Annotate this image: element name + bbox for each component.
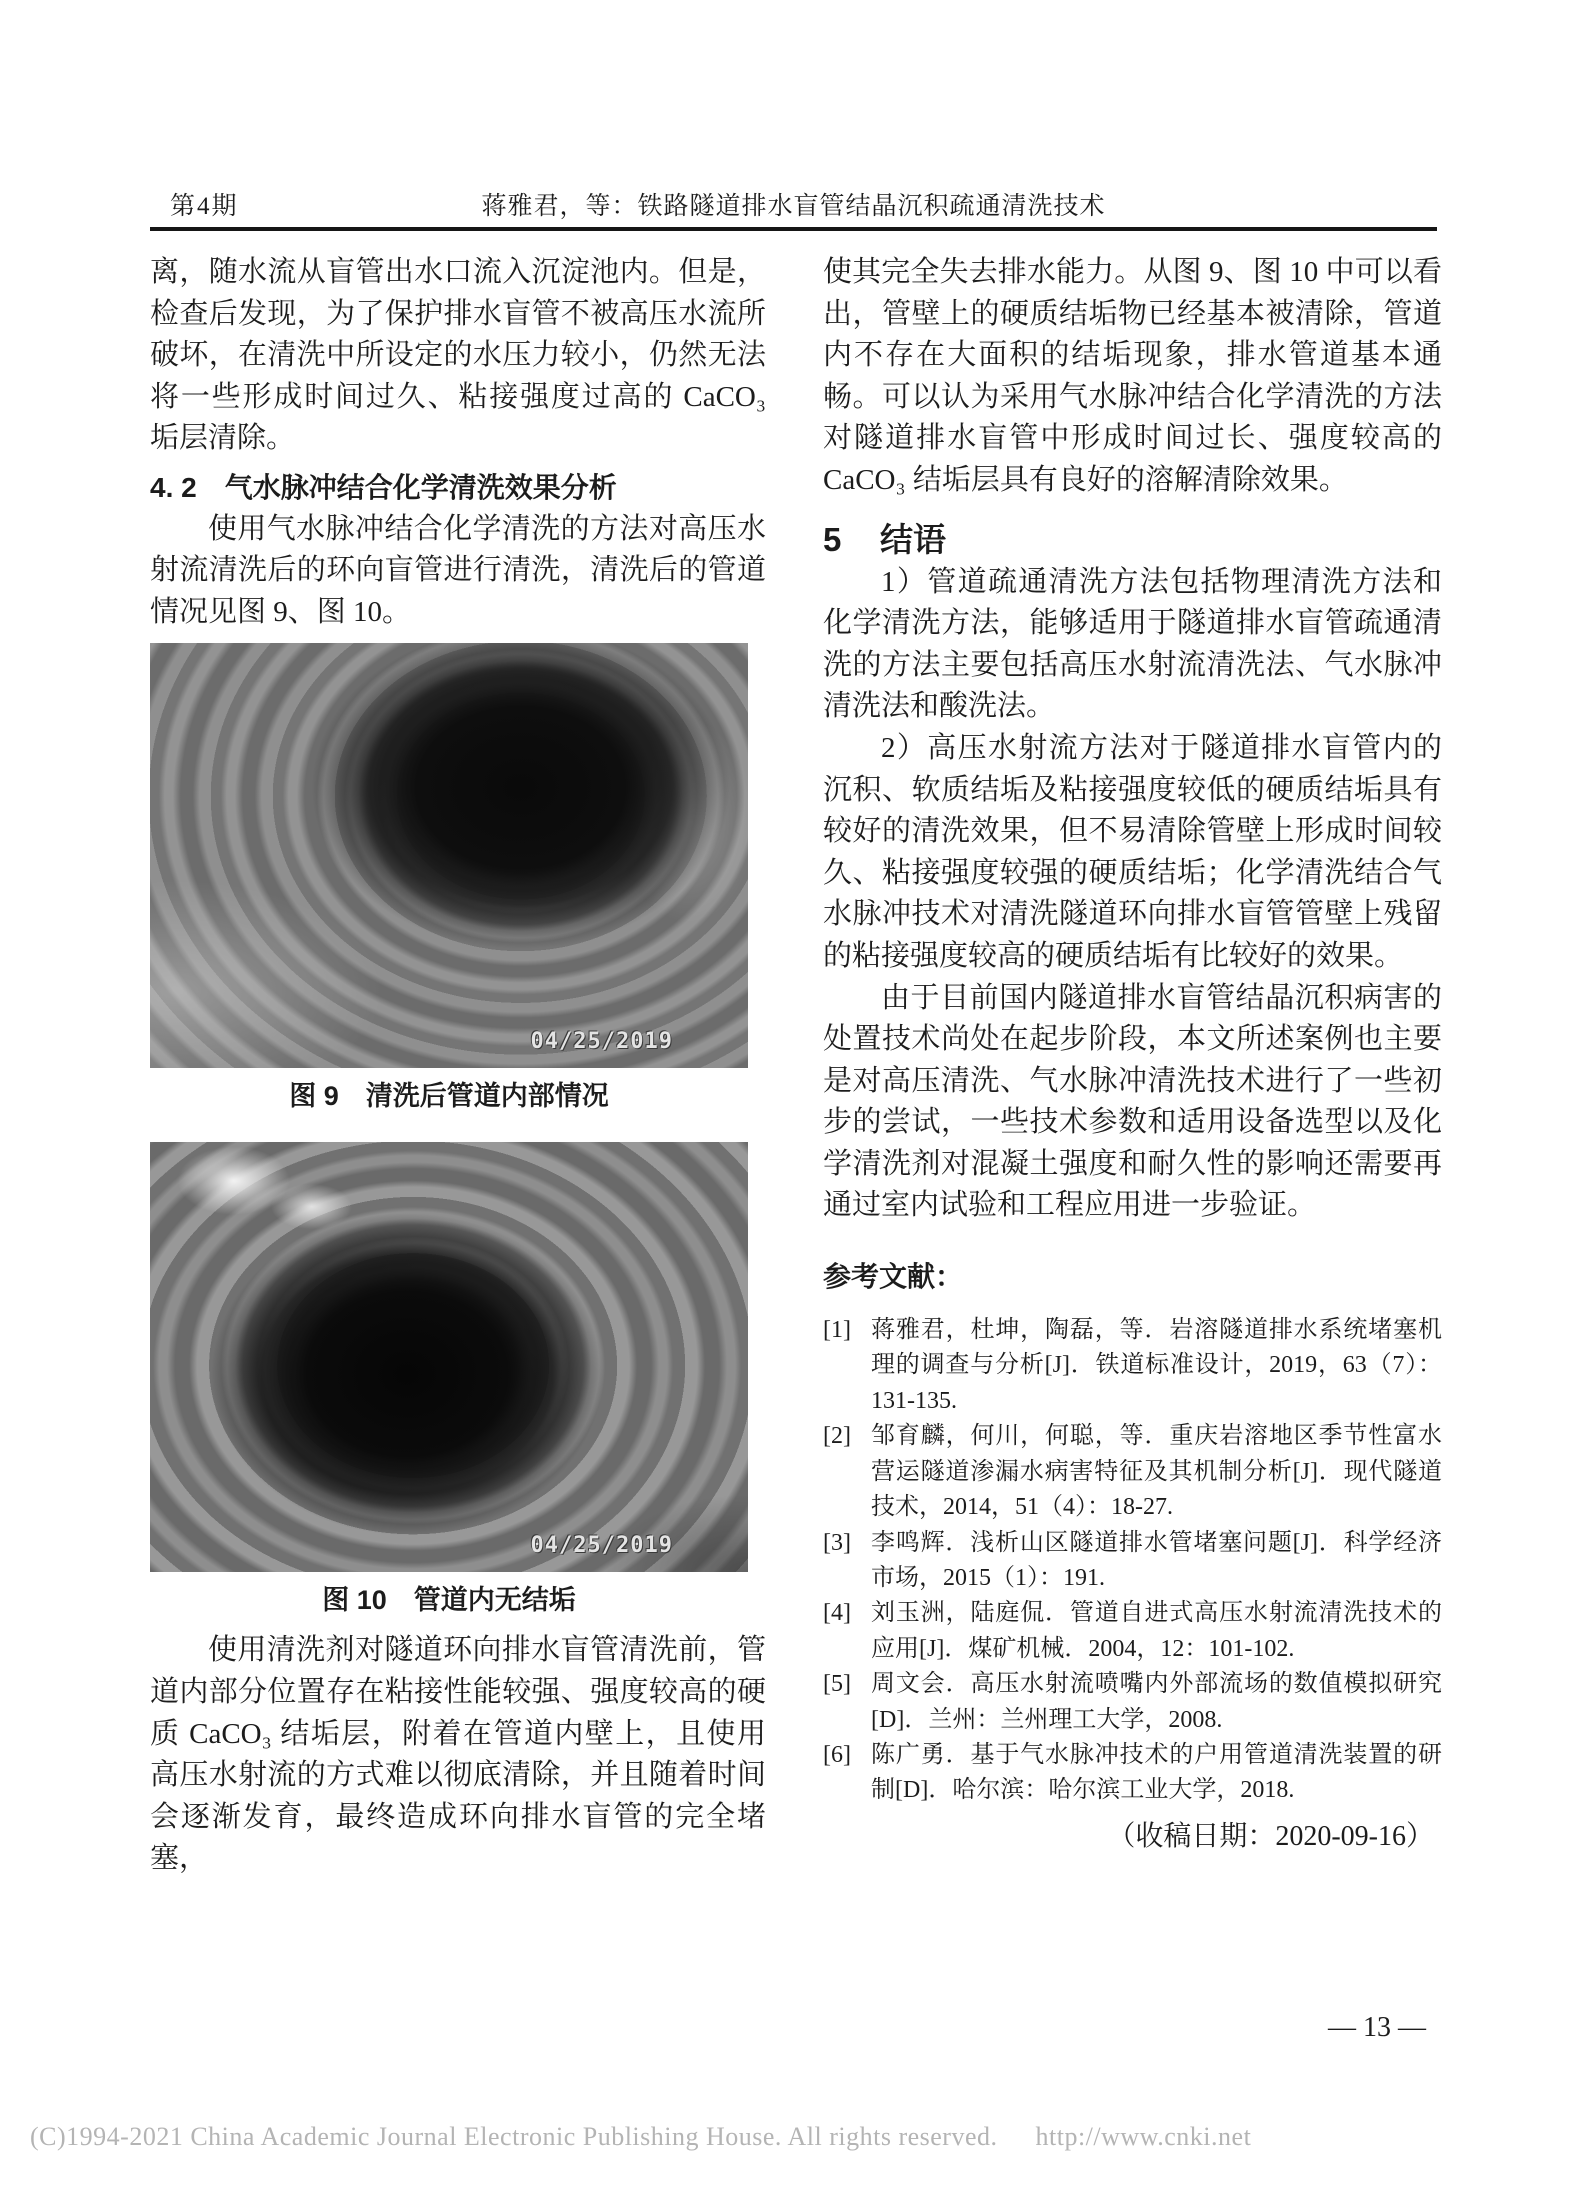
reference-number: [6] [823, 1741, 851, 1768]
figure-10-caption: 图 10 管道内无结垢 [322, 1585, 576, 1616]
paragraph-conclusion-3: 由于目前国内隧道排水盲管结晶沉积病害的处置技术尚处在起步阶段，本文所述案例也主要是对高压清洗、气水脉冲清洗技术进行了一些初步的尝试，一些技术参数和适用设备选型以及化学清洗剂对混凝土强度和耐久性的影响还需要再通过室内试验和工程应用进一步验证。 [823, 981, 1442, 1222]
issue-label: 第4期 [170, 193, 239, 220]
figure-10-timestamp: 04/25/2019 [530, 1532, 673, 1558]
figure-10-pipe-photo [150, 1142, 748, 1572]
section-number: 5 [823, 520, 842, 558]
right-column [823, 252, 1442, 1857]
figure-9-timestamp: 04/25/2019 [530, 1028, 673, 1054]
reference-text: 刘玉洲，陆庭侃．管道自进式高压水射流清洗技术的应用[J]．煤矿机械．2004，12：101-102. [871, 1600, 1442, 1662]
left-column [150, 252, 766, 1880]
received-date: （收稿日期：2020-09-16） [1107, 1820, 1434, 1852]
paragraph-method: 使用气水脉冲结合化学清洗的方法对高压水射流清洗后的环向盲管进行清洗，清洗后的管道情况见图 9、图 10。 [150, 512, 766, 628]
figure-9-pipe-photo [150, 643, 748, 1068]
figure-9-caption: 图 9 清洗后管道内部情况 [289, 1081, 609, 1112]
reference-item [823, 1419, 1442, 1525]
reference-item [823, 1526, 1442, 1597]
reference-number: [2] [823, 1423, 851, 1450]
section-heading-4-2: 4. 2 气水脉冲结合化学清洗效果分析 [150, 471, 617, 503]
references-list [823, 1313, 1442, 1809]
reference-item [823, 1667, 1442, 1738]
reference-text: 陈广勇．基于气水脉冲技术的户用管道清洗装置的研制[D]．哈尔滨：哈尔滨工业大学，2018. [871, 1741, 1442, 1804]
paragraph-before-cleaning: 使用清洗剂对隧道环向排水盲管清洗前，管道内部分位置存在粘接性能较强、强度较高的硬质 CaCO₃ 结垢层，附着在管道内壁上，且使用高压水射流的方式难以彻底清除，并且随着时间会逐渐发育，最终造成环向排水盲管的完全堵塞， [150, 1634, 766, 1875]
running-title: 蒋雅君，等：铁路隧道排水盲管结晶沉积疏通清洗技术 [481, 193, 1106, 220]
copyright-footer [30, 2122, 1560, 2152]
reference-item [823, 1596, 1442, 1667]
reference-number: [1] [823, 1317, 851, 1344]
section-heading-5 [823, 518, 1442, 562]
paragraph-conclusion-2: 2）高压水射流方法对于隧道排水盲管内的沉积、软质结垢及粘接强度较低的硬质结垢具有较好的清洗效果，但不易清除管壁上形成时间较久、粘接强度较强的硬质结垢；化学清洗结合气水脉冲技术对清洗隧道环向排水盲管管壁上残留的粘接强度较高的硬质结垢有比较好的效果。 [823, 731, 1442, 972]
paragraph-continuation-right: 使其完全失去排水能力。从图 9、图 10 中可以看出，管壁上的硬质结垢物已经基本被清除，管道内不存在大面积的结垢现象，排水管道基本通畅。可以认为采用气水脉冲结合化学清洗的方法对隧道排水盲管中形成时间过长、强度较高的 CaCO₃ 结垢层具有良好的溶解清除效果。 [823, 256, 1442, 496]
reference-text: 邹育麟，何川，何聪，等．重庆岩溶地区季节性富水营运隧道渗漏水病害特征及其机制分析[J]．现代隧道技术，2014，51（4）：18-27. [871, 1423, 1442, 1521]
copyright-text: (C)1994-2021 China Academic Journal Electronic Publishing House. All rights reserved. [30, 2122, 998, 2151]
reference-text: 李鸣辉．浅析山区隧道排水管堵塞问题[J]．科学经济市场，2015（1）：191. [871, 1529, 1442, 1591]
reference-text: 周文会．高压水射流喷嘴内外部流场的数值模拟研究[D]．兰州：兰州理工大学，2008. [871, 1671, 1442, 1733]
figure-9 [150, 643, 748, 1112]
section-title: 结语 [880, 520, 946, 558]
reference-number: [4] [823, 1600, 851, 1627]
reference-item [823, 1313, 1442, 1419]
reference-item [823, 1738, 1442, 1809]
references-heading: 参考文献： [823, 1261, 964, 1293]
page-number: — 13 — [1328, 2012, 1426, 2043]
page-header [150, 192, 1437, 224]
paragraph-continuation-left: 离，随水流从盲管出水口流入沉淀池内。但是，检查后发现，为了保护排水盲管不被高压水流所破坏，在清洗中所设定的水压力较小，仍然无法将一些形成时间过久、粘接强度过高的 CaCO₃ 垢层清除。 [150, 256, 766, 455]
paragraph-conclusion-1: 1）管道疏通清洗方法包括物理清洗方法和化学清洗方法，能够适用于隧道排水盲管疏通清洗的方法主要包括高压水射流清洗法、气水脉冲清洗法和酸洗法。 [823, 565, 1442, 723]
figure-10 [150, 1142, 748, 1616]
reference-number: [3] [823, 1529, 851, 1556]
cnki-url: http://www.cnki.net [1035, 2122, 1252, 2151]
reference-text: 蒋雅君，杜坤，陶磊，等．岩溶隧道排水系统堵塞机理的调查与分析[J]．铁道标准设计，2019，63（7）：131-135. [871, 1317, 1442, 1414]
reference-number: [5] [823, 1671, 851, 1698]
header-rule [150, 227, 1437, 231]
